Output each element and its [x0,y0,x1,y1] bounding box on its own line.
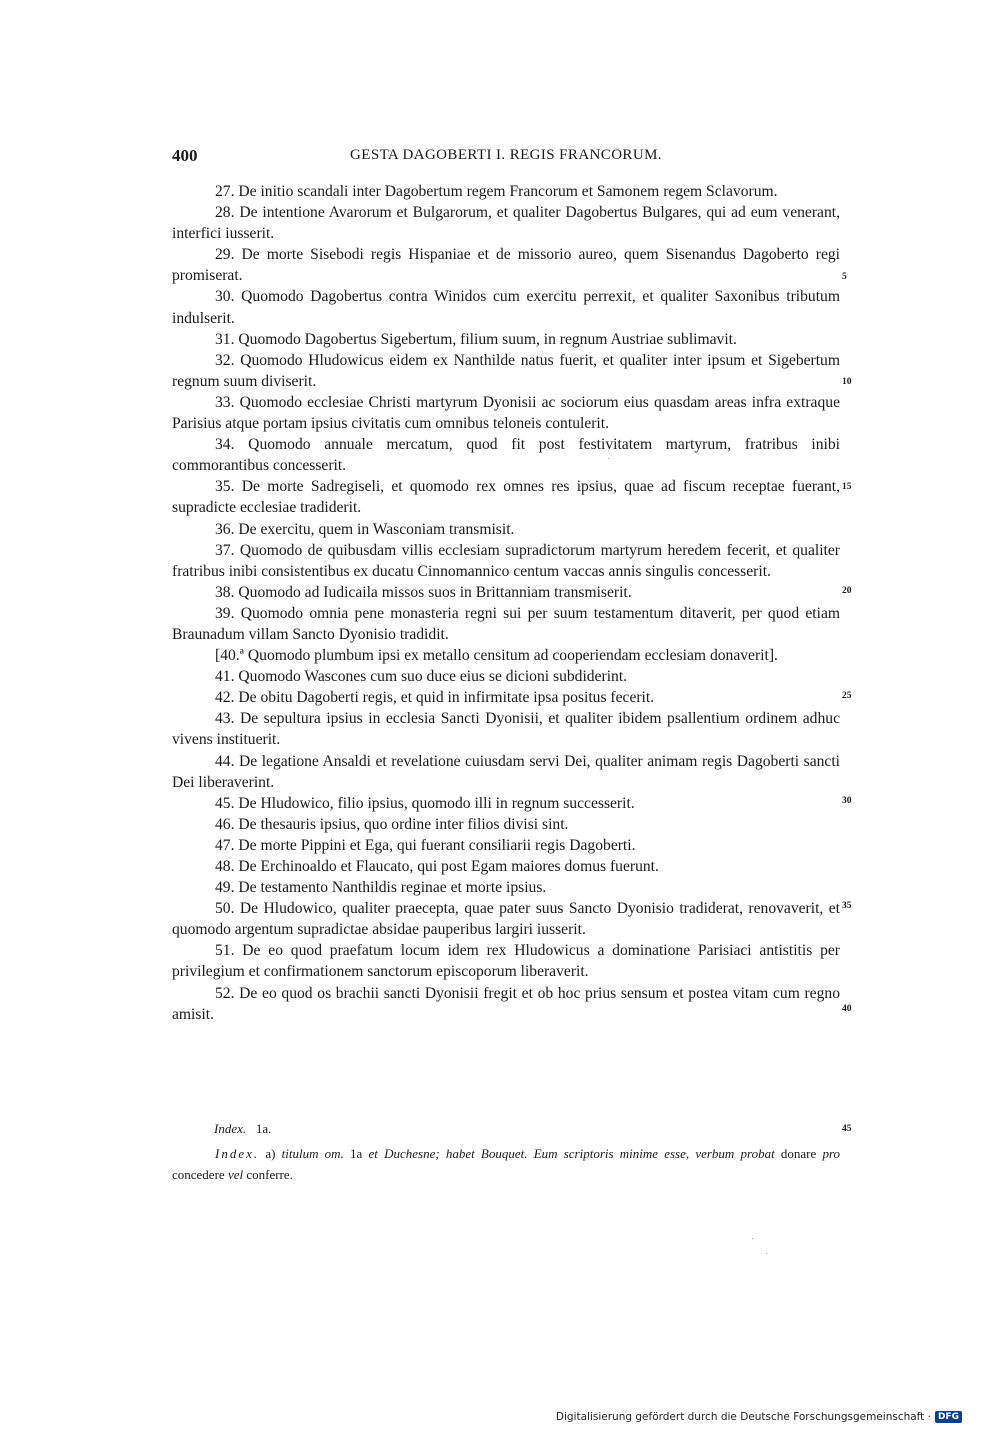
chapter-entry: 51. De eo quod praefatum locum idem rex Hludowicus a dominatione Parisiaci antistitis per privilegium et confirmationem sanctorum episcoporum liberaverit. [172,942,840,981]
chapter-entry: 28. De intentione Avarorum et Bulgarorum, et qualiter Dagobertus Bulgares, qui ad eum venerant, interfici iusserit. [172,204,840,243]
line-number: 10 [842,377,852,387]
footnote-head: Index. [215,1146,260,1161]
footnote [172,1143,840,1185]
line-number: 25 [842,691,852,701]
scan-speck [752,1238,753,1239]
footnote-word: concedere [172,1167,225,1182]
chapter-entry: 50. De Hludowico, qualiter praecepta, quae pater suus Sancto Dyonisio tradiderat, renovaverit, et quomodo argentum supradictae absidae pauperibus largiri iusserit. [172,900,840,939]
chapter-entry: 27. De initio scandali inter Dagobertum regem Francorum et Samonem regem Sclavorum. [215,183,778,200]
digitization-credit [556,1411,962,1423]
chapter-entry: 38. Quomodo ad Iudicaila missos suos in Brittanniam transmiserit. [215,583,632,601]
line-number: 40 [842,1004,852,1014]
footnote-manuscript: 1a [350,1146,363,1161]
chapter-entry: 49. De testamento Nanthildis reginae et morte ipsius. [215,879,547,897]
chapter-entry: 43. De sepultura ipsius in ecclesia Sancti Dyonisii, et qualiter ibidem psallentium ordinem adhuc vivens instituerit. [172,710,840,749]
chapter-entry: 46. De thesauris ipsius, quo ordine inter filios divisi sint. [215,815,569,833]
footnote-text: vel [227,1167,244,1182]
scan-speck [608,458,609,459]
footnote-word: conferre. [246,1167,293,1182]
footnote-word: donare [780,1146,817,1161]
index-label: Index. [214,1121,247,1136]
chapter-entry: 41. Quomodo Wascones cum suo duce eius se dicioni subdiderint. [215,668,628,686]
chapter-entry: 34. Quomodo annuale mercatum, quod fit post festivitatem martyrum, fratribus inibi commorantibus concesserit. [172,436,840,475]
page-number: 400 [172,146,198,165]
line-number: 30 [842,796,852,806]
chapter-entry: 48. De Erchinoaldo et Flaucato, qui post Egam maiores domus fuerunt. [215,858,659,875]
chapter-entry: 42. De obitu Dagoberti regis, et quid in infirmitate ipsa positus fecerit. [215,689,655,707]
line-number: 15 [842,482,852,492]
chapter-entry: 32. Quomodo Hludowicus eidem ex Nanthilde natus fuerit, et qualiter inter ipsum et Sigebertum regnum suum diviserit. [172,351,840,390]
chapter-entry: [40.ª Quomodo plumbum ipsi ex metallo censitum ad cooperiendam ecclesiam donaverit]. [215,647,778,665]
credit-text: Digitalisierung gefördert durch die Deutsche Forschungsgemeinschaft · [555,1411,931,1423]
footnote-marker: a) [265,1146,276,1161]
chapter-entry: 45. De Hludowico, filio ipsius, quomodo illi in regnum successerit. [215,794,635,812]
line-number: 20 [842,586,852,596]
index-manuscript: 1a. [255,1121,272,1136]
apparatus-index-line [214,1121,271,1137]
line-number: 5 [842,272,847,282]
chapter-entry: 30. Quomodo Dagobertus contra Winidos cum exercitu perrexit, et qualiter Saxonibus tributum indulserit. [172,288,840,327]
scan-speck [766,1253,767,1254]
chapter-entry: 47. De morte Pippini et Ega, qui fuerant consiliarii regis Dagoberti. [215,836,636,854]
dfg-logo: DFG [935,1411,962,1423]
line-number: 45 [842,1124,852,1134]
footnote-text: titulum om. [281,1146,344,1161]
chapter-entry: 29. De morte Sisebodi regis Hispaniae et de missorio aureo, quem Sisenandus Dagoberto regi promiserat. [172,246,840,285]
chapter-entry: 36. De exercitu, quem in Wasconiam transmisit. [215,520,515,538]
line-number: 35 [842,901,852,911]
chapter-entry: 39. Quomodo omnia pene monasteria regni sui per suum testamentum ditaverit, per quod etiam Braunadum villam Sancto Dyonisio tradidit. [172,604,840,643]
chapter-entry: 33. Quomodo ecclesiae Christi martyrum Dyonisii ac sociorum eius quasdam areas infra extraque Parisius atque portam ipsius civitatis cum omnibus teloneis contulerit. [172,393,840,433]
chapter-list [172,181,840,1025]
footnote-text: et Duchesne; habet Bouquet. Eum scriptoris minime esse, verbum probat [368,1146,775,1161]
chapter-entry: 31. Quomodo Dagobertus Sigebertum, filium suum, in regnum Austriae sublimavit. [215,330,737,348]
chapter-entry: 52. De eo quod os brachii sancti Dyonisii fregit et ob hoc prius sensum et postea vitam cum regno amisit. [172,984,840,1023]
chapter-entry: 35. De morte Sadregiseli, et quomodo rex omnes res ipsius, quae ad fiscum receptae fuerant, supradicte ecclesiae tradiderit. [172,478,840,517]
page-header [172,146,840,168]
chapter-entry: 37. Quomodo de quibusdam villis ecclesiam supradictorum martyrum heredem fecerit, et qualiter fratribus inibi consistentibus ex ducatu Cinnomannico centum vaccas annis singulis concesserit. [172,541,840,580]
footnote-text: pro [822,1146,841,1161]
running-title: GESTA DAGOBERTI I. REGIS FRANCORUM. [350,147,662,163]
chapter-entry: 44. De legatione Ansaldi et revelatione cuiusdam servi Dei, qualiter animam regis Dagoberti sancti Dei liberaverint. [172,752,840,791]
